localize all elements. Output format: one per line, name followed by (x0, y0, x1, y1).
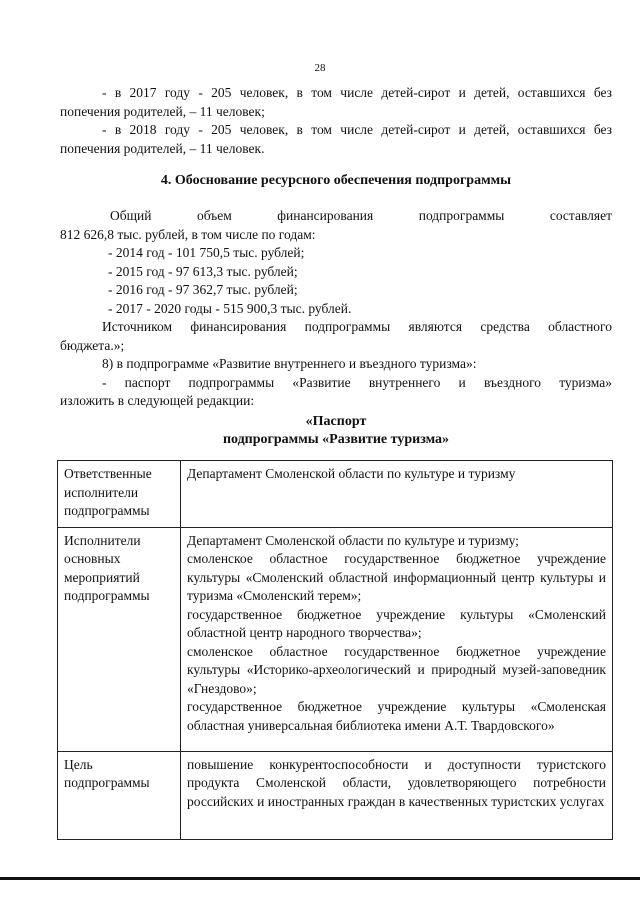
funding-year: - 2016 год - 97 362,7 тыс. рублей; (108, 282, 298, 297)
value-line: Департамент Смоленской области по культуре и туризму (187, 466, 516, 481)
passport-table (57, 460, 613, 840)
amendment-item-8: 8) в подпрограмме «Развитие внутреннего и въездного туризма»: (102, 356, 477, 371)
footer-rule (0, 877, 640, 880)
funding-year: - 2017 - 2020 годы - 515 900,3 тыс. рублей. (108, 300, 352, 316)
page-number: 28 (314, 62, 326, 74)
funding-source: бюджета.»; (60, 337, 125, 353)
table-row (58, 461, 613, 528)
funding-line: 812 626,8 тыс. рублей, в том числе по годам: (60, 226, 316, 242)
value-line: государственное бюджетное учреждение культуры «Смоленский областной центр народного творчества»; (187, 606, 606, 640)
value-line: государственное бюджетное учреждение культуры «Смоленская областная универсальная библиотека имени А.Т. Твардовского» (187, 699, 606, 733)
row-value (181, 461, 613, 528)
passport-title-line: «Паспорт (305, 414, 367, 429)
value-line: смоленское областное государственное бюджетное учреждение культуры «Историко-археологический и природный музей-заповедник «Гнездово»; (187, 643, 606, 696)
funding-line: Общий объем финансирования подпрограммы составляет (110, 208, 612, 223)
passport-title (60, 413, 612, 449)
intro-line: попечения родителей, – 11 человек; (60, 103, 265, 119)
value-line: повышение конкурентоспособности и доступности туристского продукта Смоленской области, удовлетворяющего потребности российских и иностранных граждан в качественных туристских услугах (187, 756, 606, 809)
row-value (181, 527, 613, 751)
funding-year: - 2015 год - 97 613,3 тыс. рублей; (108, 263, 298, 279)
passport-title-line: подпрограммы «Развитие туризма» (222, 432, 450, 447)
row-value (181, 751, 613, 839)
intro-line: - в 2017 году - 205 человек, в том числе детей-сирот и детей, оставшихся без (102, 85, 612, 100)
intro-line: - в 2018 году - 205 человек, в том числе детей-сирот и детей, оставшихся без (102, 122, 612, 137)
funding-year: - 2014 год - 101 750,5 тыс. рублей; (108, 245, 305, 260)
row-label: Ответственные исполнители подпрограммы (58, 461, 181, 528)
intro-block (60, 84, 612, 158)
funding-source: Источником финансирования подпрограммы являются средства областного (102, 319, 612, 334)
table-row (58, 751, 613, 839)
funding-block (60, 207, 612, 411)
amendment-passport: изложить в следующей редакции: (60, 393, 255, 408)
row-label: Исполнители основных мероприятий подпрограммы (58, 527, 181, 751)
section-heading: 4. Обоснование ресурсного обеспечения подпрограммы (160, 173, 512, 188)
value-line: смоленское областное государственное бюджетное учреждение культуры «Смоленский областной информационный центр культуры и туризма «Смоленский терем»; (187, 551, 606, 603)
amendment-passport: - паспорт подпрограммы «Развитие внутреннего и въездного туризма» (102, 374, 612, 390)
value-line: Департамент Смоленской области по культуре и туризму; (187, 532, 519, 548)
row-label: Цель подпрограммы (58, 751, 181, 839)
intro-line: попечения родителей, – 11 человек. (60, 140, 265, 156)
table-row (58, 527, 613, 751)
